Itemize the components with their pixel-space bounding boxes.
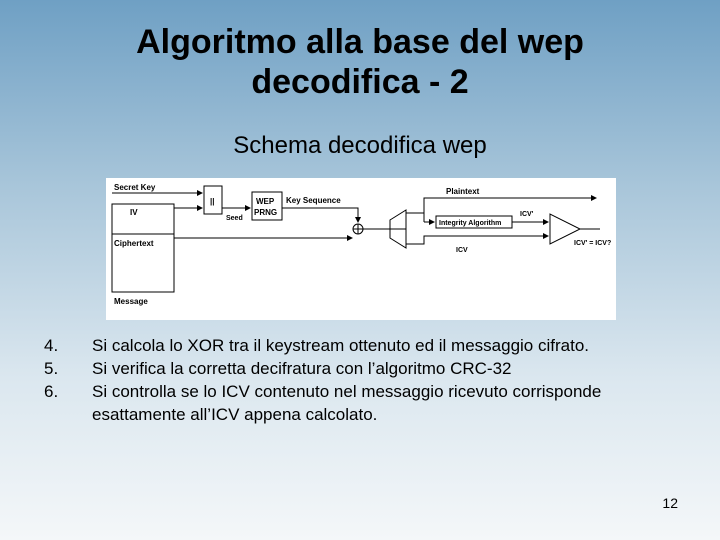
list-item <box>44 334 694 357</box>
step-text: Si controlla se lo ICV contenuto nel messaggio ricevuto corrisponde esattamente all’ICV appena calcolato. <box>92 382 602 424</box>
plaintext-arrow <box>406 198 596 213</box>
plaintext-label: Plaintext <box>446 187 480 196</box>
step-number: 5. <box>44 359 59 378</box>
message-frame <box>112 204 174 292</box>
step-number: 6. <box>44 382 59 401</box>
seed-label: Seed <box>226 215 243 222</box>
wep-decryption-diagram <box>106 178 616 320</box>
message-label: Message <box>114 297 148 306</box>
title-line-1: Algoritmo alla base del wep <box>136 23 584 61</box>
page-number: 12 <box>662 495 678 511</box>
secret-key-label: Secret Key <box>114 183 156 192</box>
iv-label: IV <box>130 208 138 217</box>
steps-list <box>44 334 694 426</box>
list-item <box>44 380 694 426</box>
icv-prime-label: ICV' <box>520 211 534 218</box>
icv-compare-label: ICV' = ICV? <box>574 240 612 247</box>
icv-arrow <box>406 236 548 244</box>
slide-title <box>60 22 660 102</box>
wep-label: WEP <box>256 197 275 206</box>
slide-subtitle: Schema decodifica wep <box>233 132 487 159</box>
integrity-algorithm-label: Integrity Algorithm <box>439 220 502 227</box>
list-item <box>44 357 694 380</box>
diagram-svg <box>106 178 616 320</box>
icv-label: ICV <box>456 247 468 254</box>
prng-label: PRNG <box>254 208 278 217</box>
key-sequence-arrow <box>282 208 358 222</box>
ciphertext-label: Ciphertext <box>114 239 154 248</box>
concat-label: || <box>210 197 215 206</box>
step-text: Si verifica la corretta decifratura con l’algoritmo CRC-32 <box>92 359 512 378</box>
step-text: Si calcola lo XOR tra il keystream ottenuto ed il messaggio cifrato. <box>92 336 589 355</box>
title-line-2: decodifica - 2 <box>251 63 469 101</box>
key-sequence-label: Key Sequence <box>286 196 341 205</box>
step-number: 4. <box>44 336 59 355</box>
